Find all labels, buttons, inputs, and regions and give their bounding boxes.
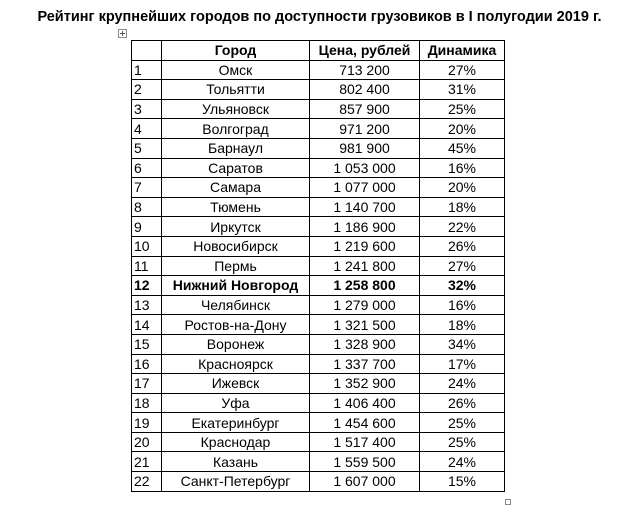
- price-cell: 1 140 700: [310, 197, 420, 217]
- city-cell: Барнаул: [162, 138, 310, 158]
- dynamics-cell: 25%: [420, 99, 505, 119]
- rank-cell: 10: [132, 236, 162, 256]
- dynamics-cell: 26%: [420, 393, 505, 413]
- rank-cell: 15: [132, 334, 162, 354]
- table-row: [132, 138, 505, 158]
- table-row: [132, 197, 505, 217]
- table-row: [132, 236, 505, 256]
- table-row: [132, 256, 505, 276]
- city-cell: Саратов: [162, 158, 310, 178]
- price-cell: 1 328 900: [310, 334, 420, 354]
- header-dynamics: Динамика: [420, 41, 505, 61]
- rank-cell: 13: [132, 295, 162, 315]
- table-row: [132, 119, 505, 139]
- dynamics-cell: 15%: [420, 472, 505, 492]
- price-cell: 802 400: [310, 80, 420, 100]
- price-cell: 981 900: [310, 138, 420, 158]
- price-cell: 1 186 900: [310, 217, 420, 237]
- price-cell: 1 559 500: [310, 452, 420, 472]
- rank-cell: 5: [132, 138, 162, 158]
- dynamics-cell: 32%: [420, 276, 505, 296]
- table-row: [132, 393, 505, 413]
- city-cell: Казань: [162, 452, 310, 472]
- table-move-handle-icon[interactable]: [118, 29, 127, 38]
- rank-cell: 7: [132, 178, 162, 198]
- table-row: [132, 472, 505, 492]
- rank-cell: 3: [132, 99, 162, 119]
- table-row: [132, 452, 505, 472]
- city-cell: Уфа: [162, 393, 310, 413]
- table-row: [132, 374, 505, 394]
- price-cell: 1 219 600: [310, 236, 420, 256]
- city-cell: Екатеринбург: [162, 413, 310, 433]
- city-cell: Ульяновск: [162, 99, 310, 119]
- table-header-row: [132, 41, 505, 61]
- price-cell: 1 406 400: [310, 393, 420, 413]
- city-cell: Санкт-Петербург: [162, 472, 310, 492]
- table-row: [132, 295, 505, 315]
- city-cell: Тюмень: [162, 197, 310, 217]
- price-cell: 1 607 000: [310, 472, 420, 492]
- dynamics-cell: 22%: [420, 217, 505, 237]
- dynamics-cell: 27%: [420, 60, 505, 80]
- rank-cell: 1: [132, 60, 162, 80]
- dynamics-cell: 25%: [420, 413, 505, 433]
- dynamics-cell: 17%: [420, 354, 505, 374]
- rating-table: [131, 40, 505, 492]
- table-row: [132, 354, 505, 374]
- city-cell: Омск: [162, 60, 310, 80]
- table-resize-handle-icon[interactable]: [505, 499, 511, 505]
- table-row: [132, 80, 505, 100]
- price-cell: 1 258 800: [310, 276, 420, 296]
- dynamics-cell: 20%: [420, 119, 505, 139]
- price-cell: 1 517 400: [310, 432, 420, 452]
- price-cell: 1 337 700: [310, 354, 420, 374]
- price-cell: 1 279 000: [310, 295, 420, 315]
- table-row: [132, 413, 505, 433]
- header-rank: [132, 41, 162, 61]
- header-price: Цена, рублей: [310, 41, 420, 61]
- rank-cell: 19: [132, 413, 162, 433]
- dynamics-cell: 24%: [420, 452, 505, 472]
- rank-cell: 17: [132, 374, 162, 394]
- table-row: [132, 60, 505, 80]
- city-cell: Воронеж: [162, 334, 310, 354]
- dynamics-cell: 34%: [420, 334, 505, 354]
- page-title: Рейтинг крупнейших городов по доступности грузовиков в I полугодии 2019 г.: [37, 9, 602, 25]
- price-cell: 971 200: [310, 119, 420, 139]
- dynamics-cell: 27%: [420, 256, 505, 276]
- table-row: [132, 315, 505, 335]
- dynamics-cell: 16%: [420, 295, 505, 315]
- table-row: [132, 158, 505, 178]
- dynamics-cell: 24%: [420, 374, 505, 394]
- rank-cell: 9: [132, 217, 162, 237]
- rank-cell: 11: [132, 256, 162, 276]
- header-city: Город: [162, 41, 310, 61]
- price-cell: 713 200: [310, 60, 420, 80]
- dynamics-cell: 26%: [420, 236, 505, 256]
- dynamics-cell: 20%: [420, 178, 505, 198]
- price-cell: 857 900: [310, 99, 420, 119]
- table-row: [132, 334, 505, 354]
- table-row: [132, 432, 505, 452]
- city-cell: Новосибирск: [162, 236, 310, 256]
- table-row: [132, 99, 505, 119]
- price-cell: 1 352 900: [310, 374, 420, 394]
- price-cell: 1 241 800: [310, 256, 420, 276]
- rank-cell: 21: [132, 452, 162, 472]
- city-cell: Тольятти: [162, 80, 310, 100]
- city-cell: Самара: [162, 178, 310, 198]
- price-cell: 1 321 500: [310, 315, 420, 335]
- city-cell: Челябинск: [162, 295, 310, 315]
- rank-cell: 18: [132, 393, 162, 413]
- price-cell: 1 077 000: [310, 178, 420, 198]
- city-cell: Нижний Новгород: [162, 276, 310, 296]
- dynamics-cell: 45%: [420, 138, 505, 158]
- dynamics-cell: 18%: [420, 197, 505, 217]
- rank-cell: 12: [132, 276, 162, 296]
- rank-cell: 20: [132, 432, 162, 452]
- city-cell: Иркутск: [162, 217, 310, 237]
- city-cell: Пермь: [162, 256, 310, 276]
- rank-cell: 8: [132, 197, 162, 217]
- city-cell: Краснодар: [162, 432, 310, 452]
- table-row: [132, 178, 505, 198]
- rank-cell: 22: [132, 472, 162, 492]
- dynamics-cell: 16%: [420, 158, 505, 178]
- rank-cell: 16: [132, 354, 162, 374]
- dynamics-cell: 31%: [420, 80, 505, 100]
- rank-cell: 6: [132, 158, 162, 178]
- rank-cell: 2: [132, 80, 162, 100]
- table-row: [132, 276, 505, 296]
- city-cell: Волгоград: [162, 119, 310, 139]
- city-cell: Красноярск: [162, 354, 310, 374]
- price-cell: 1 454 600: [310, 413, 420, 433]
- dynamics-cell: 25%: [420, 432, 505, 452]
- rank-cell: 4: [132, 119, 162, 139]
- dynamics-cell: 18%: [420, 315, 505, 335]
- table-row: [132, 217, 505, 237]
- city-cell: Ростов-на-Дону: [162, 315, 310, 335]
- city-cell: Ижевск: [162, 374, 310, 394]
- price-cell: 1 053 000: [310, 158, 420, 178]
- rank-cell: 14: [132, 315, 162, 335]
